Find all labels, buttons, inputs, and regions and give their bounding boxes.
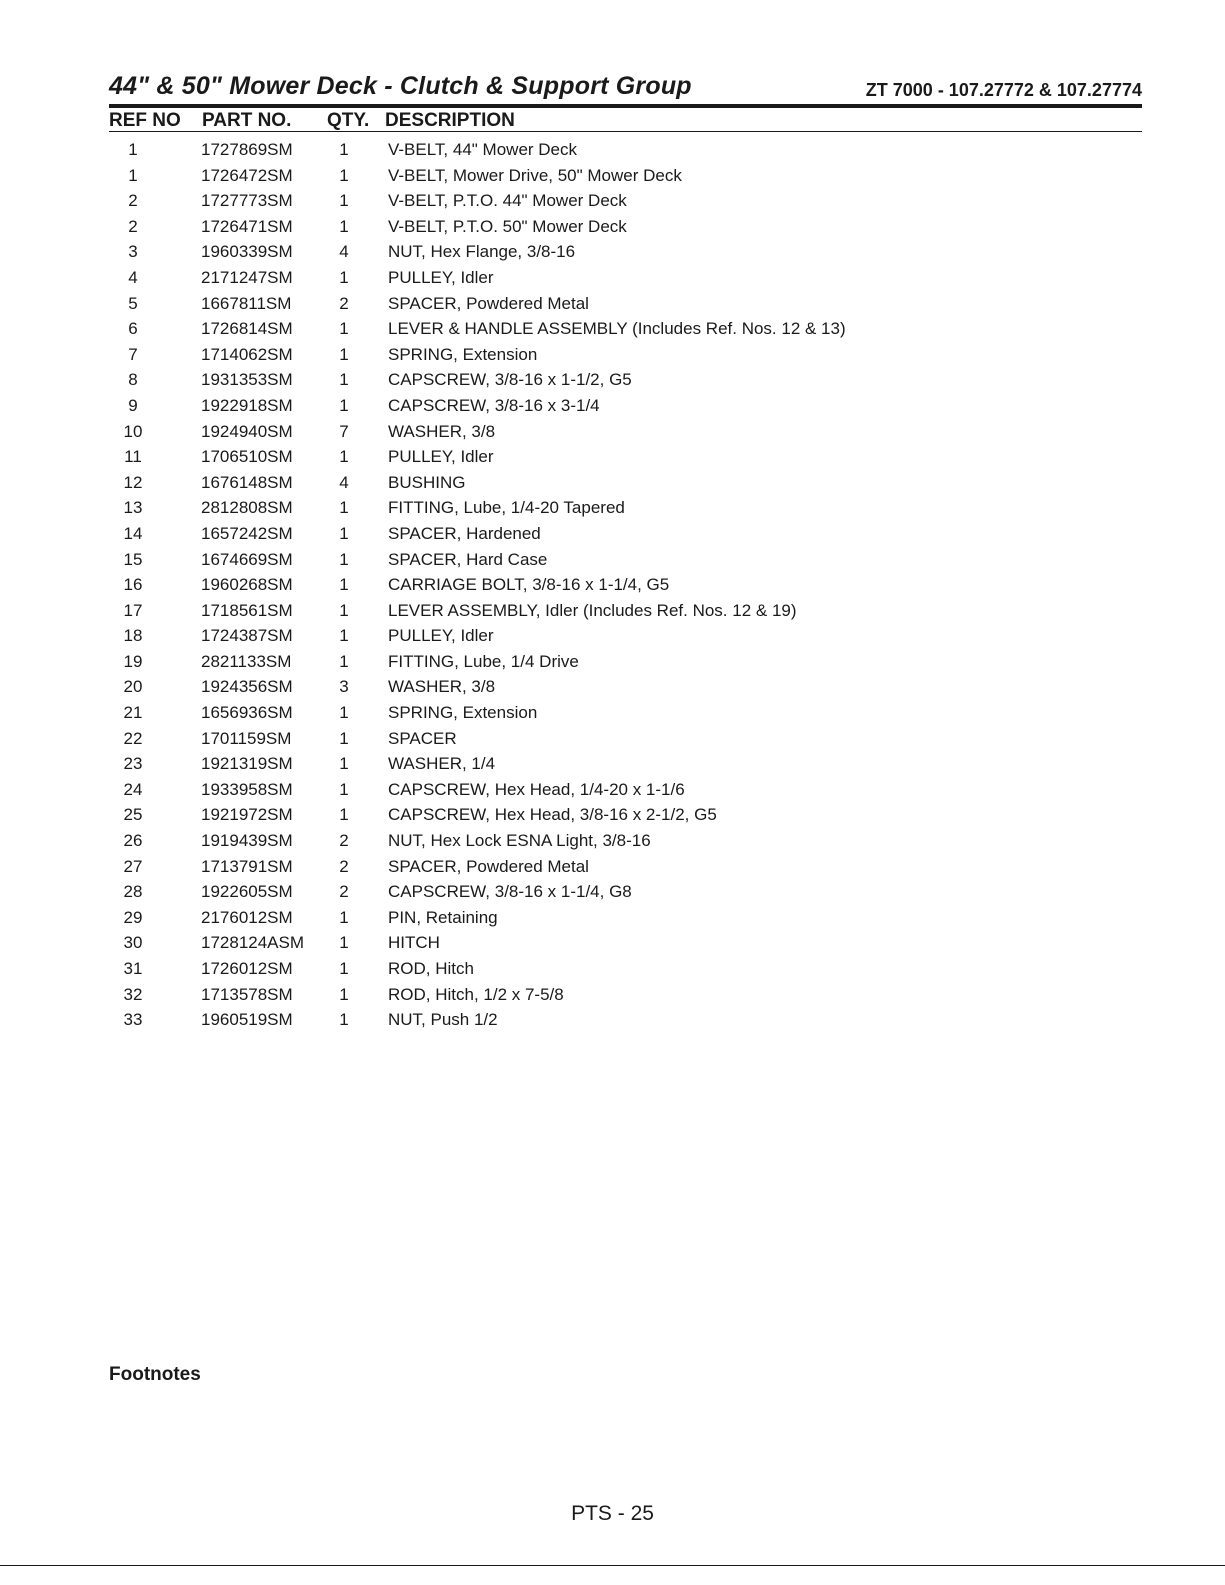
ref-no-cell: 1	[128, 165, 138, 185]
bottom-divider	[0, 1565, 1225, 1566]
qty-cell: 1	[339, 779, 349, 799]
part-no-cell: 1924356SM	[201, 677, 293, 697]
qty-cell: 1	[339, 523, 349, 543]
qty-cell: 1	[339, 549, 349, 569]
col-header-qty: QTY.	[327, 110, 370, 131]
table-row	[109, 856, 1142, 882]
qty-cell: 1	[339, 319, 349, 339]
description-cell: HITCH	[388, 933, 440, 953]
part-no-cell: 1726471SM	[201, 216, 293, 236]
ref-no-cell: 18	[123, 626, 143, 646]
description-cell: ROD, Hitch, 1/2 x 7-5/8	[388, 984, 564, 1004]
part-no-cell: 2812808SM	[201, 498, 293, 518]
ref-no-cell: 27	[123, 856, 143, 876]
qty-cell: 1	[339, 805, 349, 825]
ref-no-cell: 2	[128, 191, 138, 211]
part-no-cell: 1676148SM	[201, 472, 293, 492]
table-row	[109, 293, 1142, 319]
qty-cell: 1	[339, 498, 349, 518]
model-info: ZT 7000 - 107.27772 & 107.27774	[865, 80, 1142, 100]
table-row	[109, 369, 1142, 395]
ref-no-cell: 2	[128, 216, 138, 236]
table-row	[109, 267, 1142, 293]
table-row	[109, 907, 1142, 933]
part-no-cell: 1657242SM	[201, 523, 293, 543]
table-row	[109, 984, 1142, 1010]
qty-cell: 1	[339, 447, 349, 467]
part-no-cell: 1726012SM	[201, 959, 293, 978]
part-no-cell: 1960268SM	[201, 575, 293, 595]
qty-cell: 4	[339, 472, 349, 492]
qty-cell: 4	[339, 242, 349, 262]
description-cell: NUT, Hex Lock ESNA Light, 3/8-16	[388, 831, 651, 851]
qty-cell: 1	[339, 216, 349, 236]
table-row	[109, 600, 1142, 626]
description-cell: WASHER, 1/4	[388, 754, 496, 774]
ref-no-cell: 17	[123, 600, 143, 620]
ref-no-cell: 23	[123, 754, 143, 774]
table-row	[109, 446, 1142, 472]
table-row	[109, 241, 1142, 267]
table-row	[109, 165, 1142, 191]
description-cell: SPRING, Extension	[388, 344, 538, 364]
table-row	[109, 139, 1142, 165]
col-header-description: DESCRIPTION	[385, 110, 515, 131]
description-cell: LEVER ASSEMBLY, Idler (Includes Ref. Nos. 12 & 19)	[388, 600, 797, 620]
description-cell: NUT, Push 1/2	[388, 1010, 498, 1030]
part-no-cell: 1921319SM	[201, 754, 293, 774]
qty-cell: 1	[339, 267, 349, 287]
description-cell: V-BELT, Mower Drive, 50" Mower Deck	[388, 165, 682, 185]
description-cell: CAPSCREW, 3/8-16 x 1-1/4, G8	[388, 882, 632, 902]
part-no-cell: 1919439SM	[201, 831, 293, 851]
table-row	[109, 318, 1142, 344]
ref-no-cell: 1	[128, 140, 138, 159]
description-cell: CAPSCREW, Hex Head, 1/4-20 x 1-1/6	[388, 779, 685, 799]
part-no-cell: 1728124ASM	[201, 933, 305, 953]
part-no-cell: 1960519SM	[201, 1010, 293, 1030]
description-cell: FITTING, Lube, 1/4-20 Tapered	[388, 498, 625, 518]
part-no-cell: 1714062SM	[201, 344, 293, 364]
ref-no-cell: 8	[128, 370, 138, 390]
table-row	[109, 958, 1142, 984]
part-no-cell: 1656936SM	[201, 703, 293, 723]
table-row	[109, 753, 1142, 779]
ref-no-cell: 14	[123, 523, 143, 543]
description-cell: BUSHING	[388, 472, 466, 492]
description-cell: CAPSCREW, 3/8-16 x 1-1/2, G5	[388, 370, 632, 390]
qty-cell: 2	[339, 882, 349, 902]
qty-cell: 1	[339, 651, 349, 671]
description-cell: ROD, Hitch	[388, 959, 474, 978]
part-no-cell: 1922605SM	[201, 882, 293, 902]
table-row	[109, 881, 1142, 907]
qty-cell: 1	[339, 600, 349, 620]
part-no-cell: 1922918SM	[201, 395, 293, 415]
table-row	[109, 216, 1142, 242]
description-cell: V-BELT, P.T.O. 50" Mower Deck	[388, 216, 627, 236]
qty-cell: 1	[339, 191, 349, 211]
table-row	[109, 651, 1142, 677]
part-no-cell: 1706510SM	[201, 447, 293, 467]
table-row	[109, 779, 1142, 805]
ref-no-cell: 29	[123, 907, 143, 927]
description-cell: SPRING, Extension	[388, 703, 538, 723]
title-divider	[109, 104, 1142, 108]
part-no-cell: 1726472SM	[201, 165, 293, 185]
table-row	[109, 830, 1142, 856]
ref-no-cell: 32	[123, 984, 143, 1004]
ref-no-cell: 13	[123, 498, 143, 518]
part-no-cell: 2171247SM	[201, 267, 293, 287]
description-cell: LEVER & HANDLE ASSEMBLY (Includes Ref. Nos. 12 & 13)	[388, 319, 846, 339]
ref-no-cell: 5	[128, 293, 138, 313]
table-row	[109, 625, 1142, 651]
ref-no-cell: 20	[123, 677, 143, 697]
page-number: PTS - 25	[571, 1502, 654, 1525]
ref-no-cell: 11	[124, 447, 142, 467]
table-row	[109, 676, 1142, 702]
header-divider	[109, 131, 1142, 132]
description-cell: PULLEY, Idler	[388, 447, 494, 467]
table-row	[109, 932, 1142, 958]
qty-cell: 1	[339, 1010, 349, 1030]
description-cell: FITTING, Lube, 1/4 Drive	[388, 651, 579, 671]
description-cell: CARRIAGE BOLT, 3/8-16 x 1-1/4, G5	[388, 575, 670, 595]
description-cell: SPACER, Powdered Metal	[388, 293, 589, 313]
part-no-cell: 1727869SM	[201, 140, 293, 159]
part-no-cell: 1933958SM	[201, 779, 293, 799]
page-header	[109, 72, 1142, 104]
description-cell: WASHER, 3/8	[388, 677, 496, 697]
ref-no-cell: 16	[123, 575, 143, 595]
ref-no-cell: 28	[123, 882, 143, 902]
qty-cell: 2	[339, 856, 349, 876]
part-no-cell: 1713578SM	[201, 984, 293, 1004]
part-no-cell: 1727773SM	[201, 191, 293, 211]
part-no-cell: 1724387SM	[201, 626, 293, 646]
ref-no-cell: 4	[128, 267, 138, 287]
qty-cell: 2	[339, 831, 349, 851]
description-cell: PIN, Retaining	[388, 907, 498, 927]
col-header-ref-no: REF NO	[109, 110, 181, 131]
table-row	[109, 421, 1142, 447]
qty-cell: 2	[339, 293, 349, 313]
part-no-cell: 1674669SM	[201, 549, 293, 569]
page-title: 44" & 50" Mower Deck - Clutch & Support Group	[109, 72, 692, 100]
table-row	[109, 549, 1142, 575]
description-cell: SPACER	[388, 728, 457, 748]
parts-table	[109, 139, 1142, 1035]
ref-no-cell: 22	[123, 728, 143, 748]
description-cell: SPACER, Powdered Metal	[388, 856, 589, 876]
description-cell: CAPSCREW, 3/8-16 x 3-1/4	[388, 395, 600, 415]
part-no-cell: 1726814SM	[201, 319, 293, 339]
qty-cell: 1	[339, 165, 349, 185]
qty-cell: 1	[339, 395, 349, 415]
table-row	[109, 702, 1142, 728]
description-cell: WASHER, 3/8	[388, 421, 496, 441]
ref-no-cell: 10	[123, 421, 143, 441]
qty-cell: 1	[339, 984, 349, 1004]
description-cell: CAPSCREW, Hex Head, 3/8-16 x 2-1/2, G5	[388, 805, 717, 825]
qty-cell: 1	[339, 933, 349, 953]
table-row	[109, 574, 1142, 600]
column-headers	[109, 110, 1142, 132]
ref-no-cell: 33	[123, 1010, 143, 1030]
qty-cell: 1	[339, 907, 349, 927]
description-cell: PULLEY, Idler	[388, 626, 494, 646]
ref-no-cell: 25	[123, 805, 143, 825]
ref-no-cell: 30	[123, 933, 143, 953]
ref-no-cell: 9	[128, 395, 138, 415]
table-row	[109, 728, 1142, 754]
qty-cell: 7	[339, 421, 349, 441]
qty-cell: 1	[339, 626, 349, 646]
qty-cell: 1	[339, 754, 349, 774]
description-cell: PULLEY, Idler	[388, 267, 494, 287]
table-row	[109, 344, 1142, 370]
ref-no-cell: 21	[123, 703, 143, 723]
part-no-cell: 1713791SM	[201, 856, 293, 876]
part-no-cell: 1924940SM	[201, 421, 293, 441]
qty-cell: 1	[339, 728, 349, 748]
description-cell: V-BELT, P.T.O. 44" Mower Deck	[388, 191, 627, 211]
description-cell: NUT, Hex Flange, 3/8-16	[388, 242, 576, 262]
footnotes-heading: Footnotes	[109, 1364, 201, 1385]
part-no-cell: 1921972SM	[201, 805, 293, 825]
ref-no-cell: 19	[123, 651, 143, 671]
qty-cell: 1	[339, 344, 349, 364]
qty-cell: 1	[339, 959, 349, 978]
ref-no-cell: 7	[128, 344, 138, 364]
ref-no-cell: 12	[123, 472, 143, 492]
qty-cell: 1	[339, 703, 349, 723]
part-no-cell: 1667811SM	[201, 293, 292, 313]
table-row	[109, 804, 1142, 830]
table-row	[109, 472, 1142, 498]
description-cell: SPACER, Hard Case	[388, 549, 548, 569]
description-cell: V-BELT, 44" Mower Deck	[388, 140, 578, 159]
ref-no-cell: 3	[128, 242, 138, 262]
qty-cell: 1	[339, 140, 349, 159]
qty-cell: 3	[339, 677, 349, 697]
table-row	[109, 497, 1142, 523]
table-row	[109, 395, 1142, 421]
ref-no-cell: 26	[123, 831, 143, 851]
col-header-part-no: PART NO.	[202, 110, 292, 131]
ref-no-cell: 31	[123, 959, 143, 978]
table-row	[109, 523, 1142, 549]
part-no-cell: 2821133SM	[201, 651, 292, 671]
description-cell: SPACER, Hardened	[388, 523, 541, 543]
part-no-cell: 1931353SM	[201, 370, 293, 390]
qty-cell: 1	[339, 575, 349, 595]
part-no-cell: 1718561SM	[201, 600, 293, 620]
ref-no-cell: 6	[128, 319, 138, 339]
part-no-cell: 1701159SM	[201, 728, 292, 748]
qty-cell: 1	[339, 370, 349, 390]
part-no-cell: 2176012SM	[201, 907, 293, 927]
ref-no-cell: 15	[123, 549, 143, 569]
table-row	[109, 1009, 1142, 1035]
part-no-cell: 1960339SM	[201, 242, 293, 262]
table-row	[109, 190, 1142, 216]
ref-no-cell: 24	[123, 779, 143, 799]
